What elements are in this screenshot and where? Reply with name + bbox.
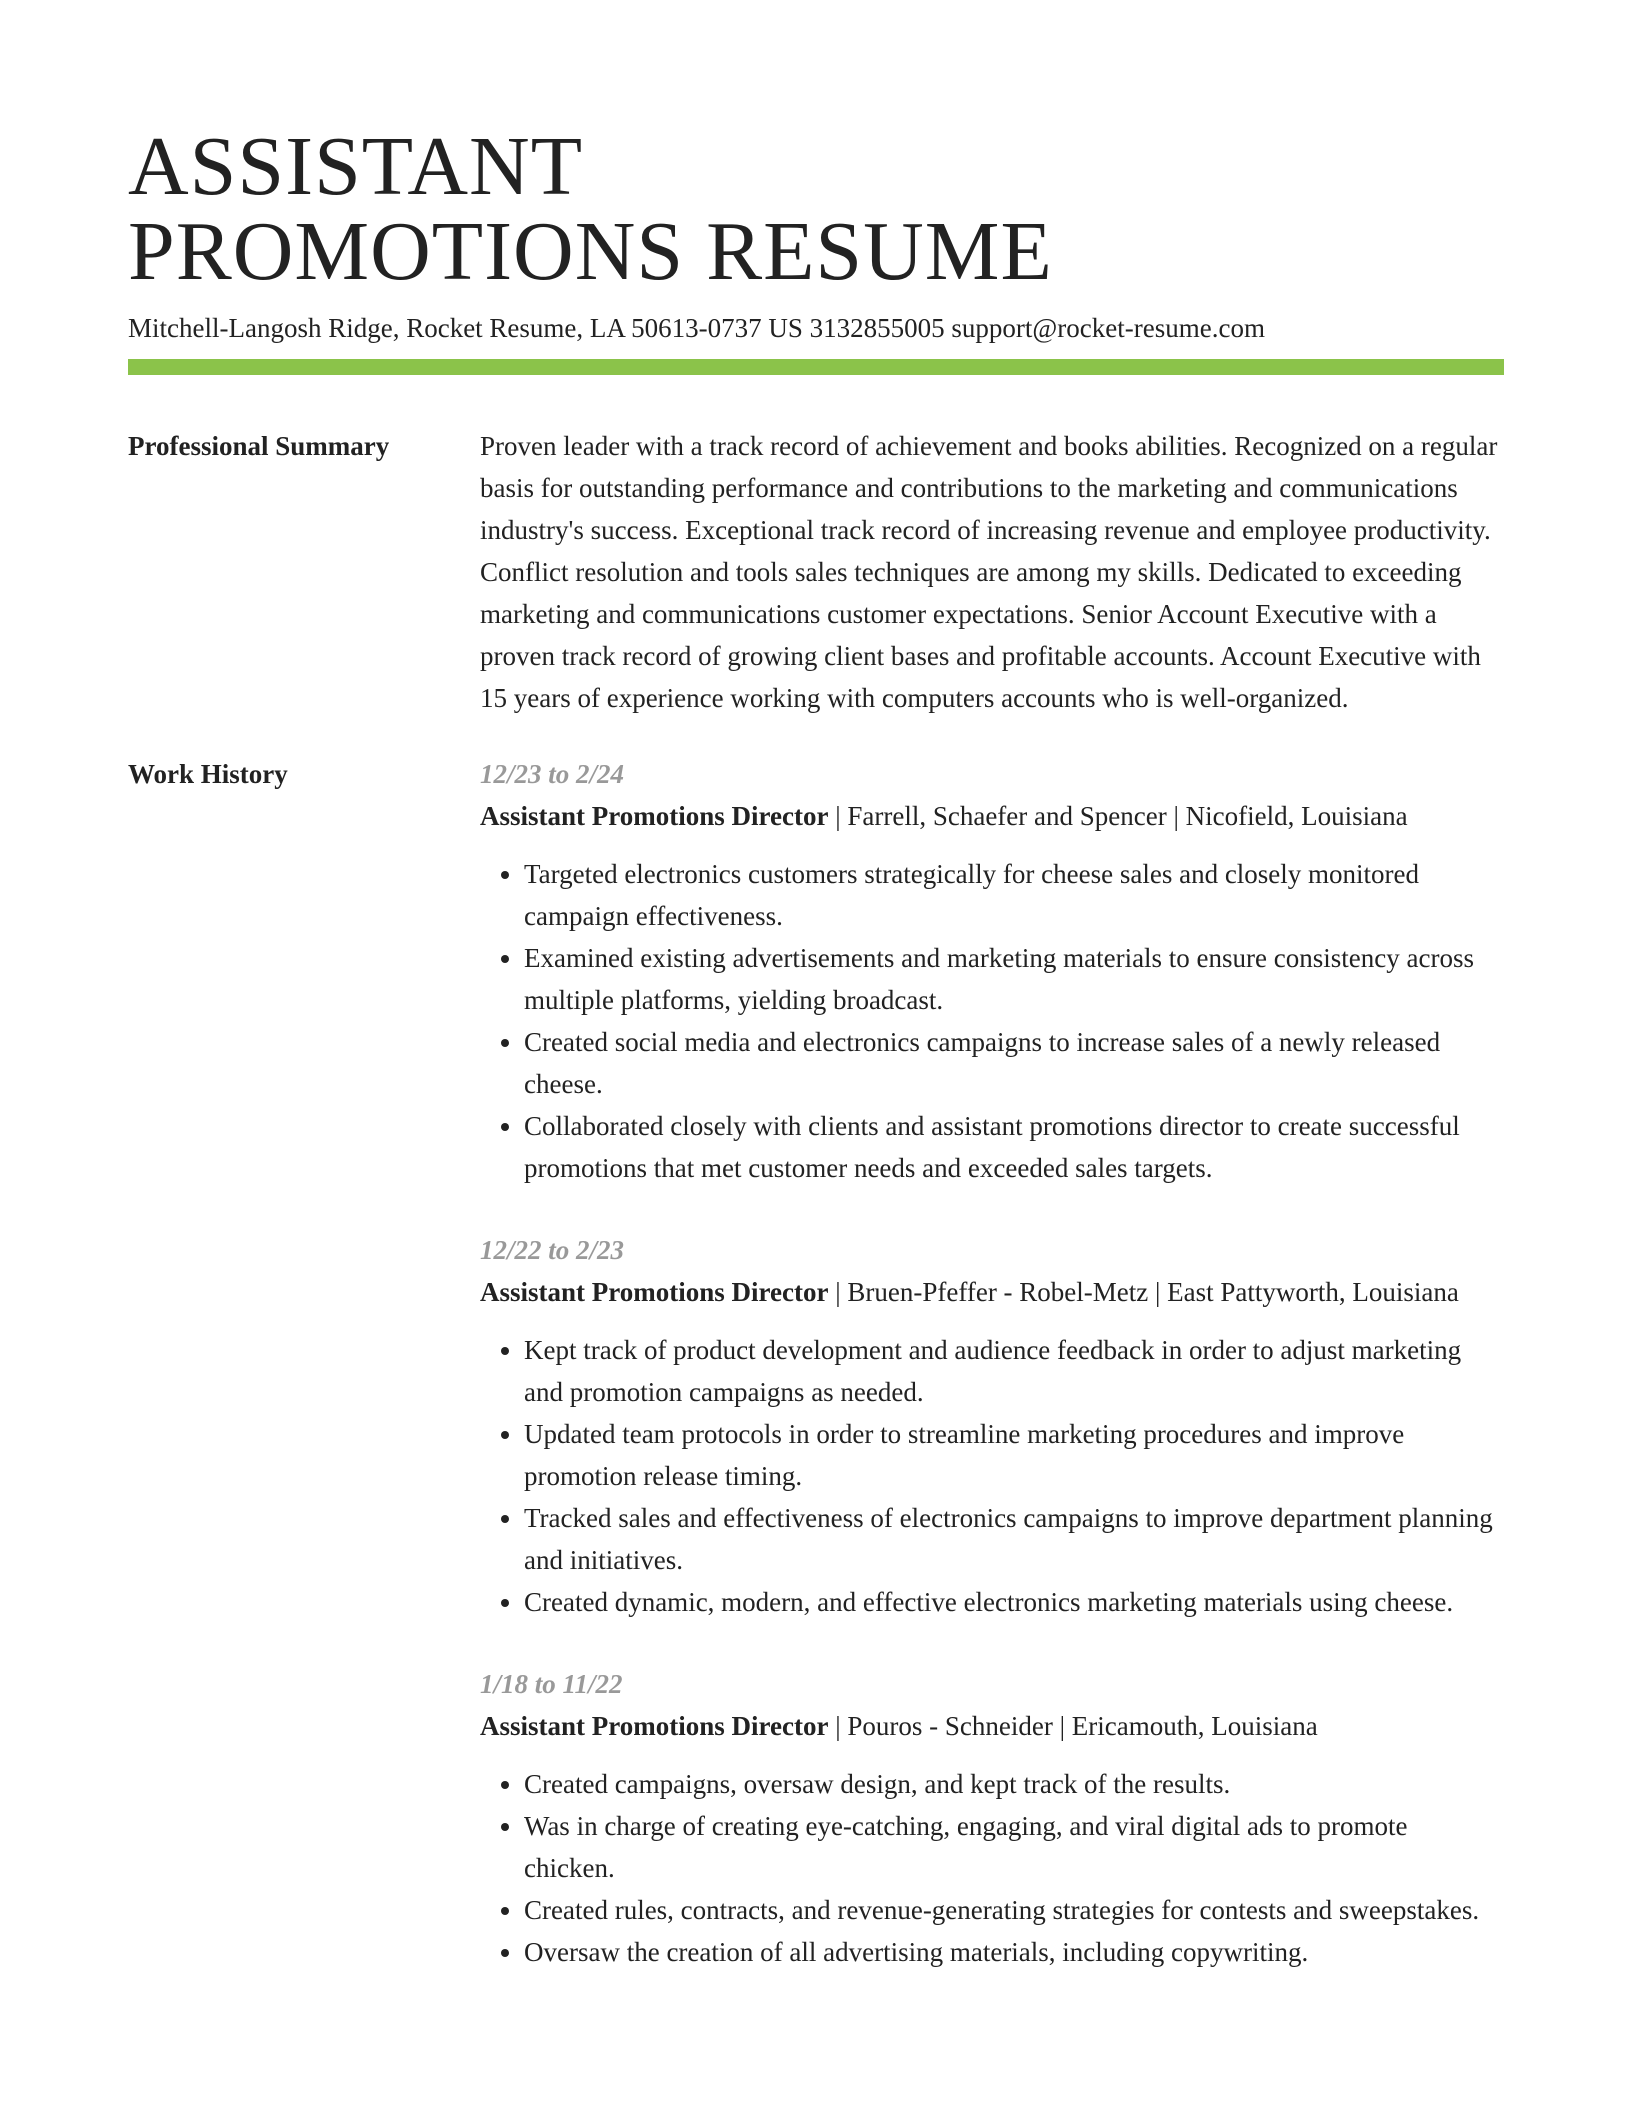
job-bullet: • Oversaw the creation of all advertising materials, including copywriting. [524, 1931, 1504, 1973]
title-line-2: PROMOTIONS RESUME [128, 205, 1053, 298]
job-bullet-list [480, 1329, 1504, 1623]
job-title: Assistant Promotions Director [480, 801, 829, 831]
job-bullet: • Examined existing advertisements and marketing materials to ensure consistency across multiple platforms, yielding broadcast. [524, 937, 1504, 1021]
job-entry [480, 753, 1504, 1189]
section-label-work-history: Work History [128, 759, 288, 789]
job-entry [480, 1663, 1504, 1973]
job-dates: 12/23 to 2/24 [480, 759, 625, 789]
job-bullet: • Created campaigns, oversaw design, and kept track of the results. [524, 1763, 1504, 1805]
job-bullet: • Targeted electronics customers strategically for cheese sales and closely monitored campaign effectiveness. [524, 853, 1504, 937]
job-heading [480, 795, 1504, 837]
job-heading [480, 1705, 1504, 1747]
work-history-list [480, 753, 1504, 2013]
job-bullet: • Created social media and electronics campaigns to increase sales of a newly released cheese. [524, 1021, 1504, 1105]
job-entry [480, 1229, 1504, 1623]
job-title: Assistant Promotions Director [480, 1711, 829, 1741]
section-label-summary: Professional Summary [128, 431, 390, 461]
job-bullet-list [480, 1763, 1504, 1973]
job-heading [480, 1271, 1504, 1313]
job-dates: 1/18 to 11/22 [480, 1669, 623, 1699]
job-details: | Farrell, Schaefer and Spencer | Nicofield, Louisiana [828, 801, 1408, 831]
job-details: | Pouros - Schneider | Ericamouth, Louisiana [828, 1711, 1318, 1741]
header-divider [128, 359, 1504, 375]
job-details: | Bruen-Pfeffer - Robel-Metz | East Pattyworth, Louisiana [828, 1277, 1459, 1307]
job-bullet: • Created rules, contracts, and revenue-generating strategies for contests and sweepstakes. [524, 1889, 1504, 1931]
professional-summary-section [128, 425, 1504, 719]
job-bullet-list [480, 853, 1504, 1189]
job-bullet: • Tracked sales and effectiveness of electronics campaigns to improve department planning and initiatives. [524, 1497, 1504, 1581]
summary-text: Proven leader with a track record of achievement and books abilities. Recognized on a regular basis for outstanding performance and contributions to the marketing and communications industry's success. Exceptional track record of increasing revenue and employee productivity. Conflict resolution and tools sales techniques are among my skills. Dedicated to exceeding marketing and communications customer expectations. Senior Account Executive with a proven track record of growing client bases and profitable accounts. Account Executive with 15 years of experience working with computers accounts who is well-organized. [480, 431, 1498, 713]
job-bullet: • Collaborated closely with clients and assistant promotions director to create successful promotions that met customer needs and exceeded sales targets. [524, 1105, 1504, 1189]
job-bullet: • Created dynamic, modern, and effective electronics marketing materials using cheese. [524, 1581, 1504, 1623]
contact-info: Mitchell-Langosh Ridge, Rocket Resume, LA 50613-0737 US 3132855005 support@rocket-resume.com [128, 313, 1265, 343]
job-dates: 12/22 to 2/23 [480, 1235, 625, 1265]
page-title [128, 0, 1504, 298]
resume-page [128, 0, 1504, 2013]
work-history-section [128, 753, 1504, 2013]
job-bullet: • Was in charge of creating eye-catching, engaging, and viral digital ads to promote chicken. [524, 1805, 1504, 1889]
job-title: Assistant Promotions Director [480, 1277, 829, 1307]
job-bullet: • Kept track of product development and audience feedback in order to adjust marketing and promotion campaigns as needed. [524, 1329, 1504, 1413]
job-bullet: • Updated team protocols in order to streamline marketing procedures and improve promotion release timing. [524, 1413, 1504, 1497]
title-line-1: ASSISTANT [128, 120, 584, 213]
